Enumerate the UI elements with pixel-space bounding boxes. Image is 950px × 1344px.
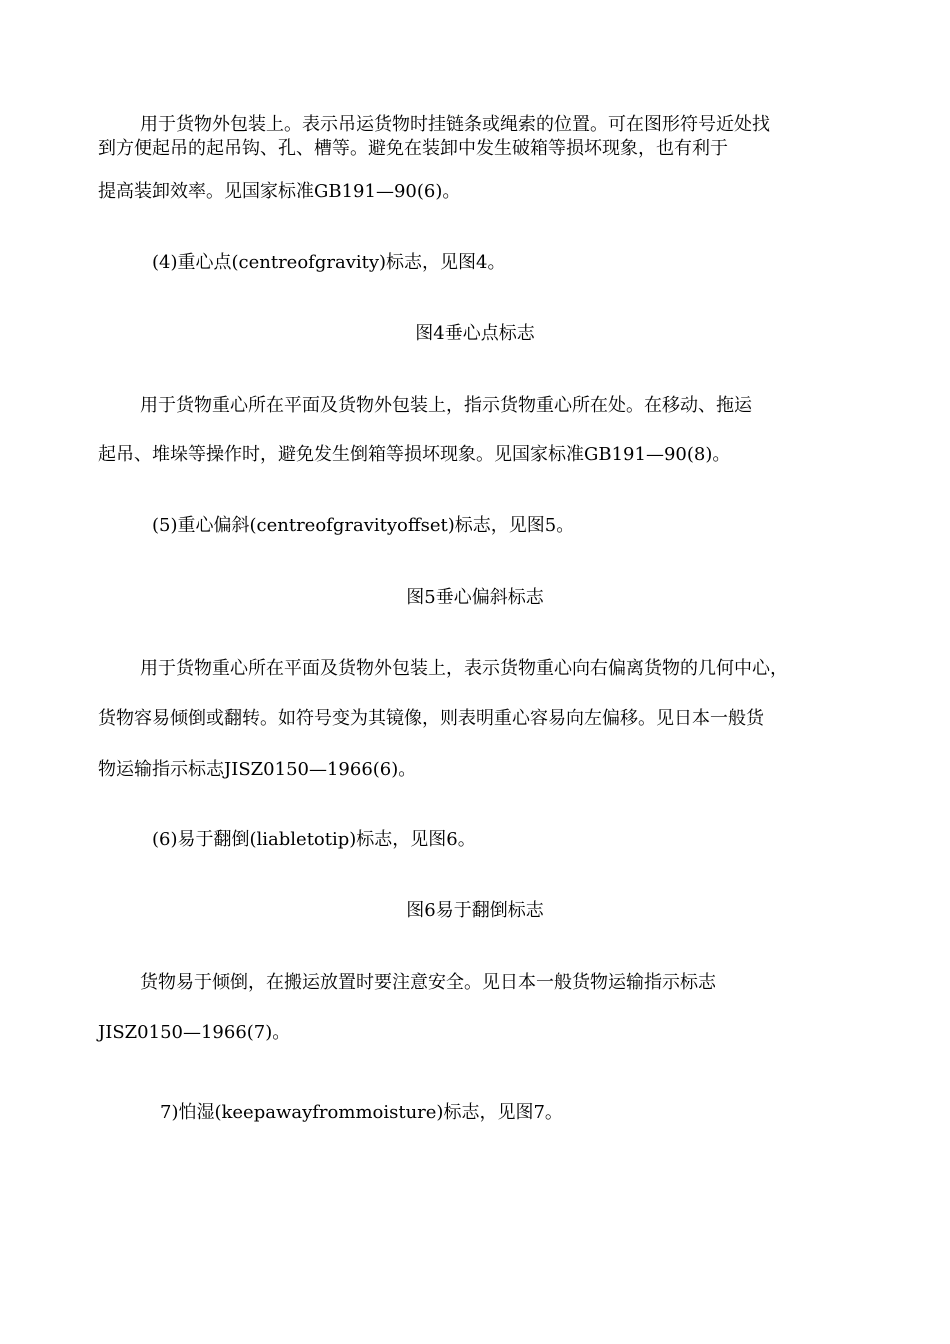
paragraph-line: 到方便起吊的起吊钩、孔、槽等。避免在装卸中发生破箱等损坏现象，也有利于 bbox=[98, 138, 728, 159]
paragraph-line: 用于货物重心所在平面及货物外包装上，指示货物重心所在处。在移动、拖运 bbox=[140, 395, 752, 416]
figure-caption-4: 图4垂心点标志 bbox=[415, 323, 535, 344]
paragraph-line: 起吊、堆垛等操作时，避免发生倒箱等损坏现象。见国家标准GB191—90(8)。 bbox=[98, 444, 731, 465]
figure-caption-6: 图6易于翻倒标志 bbox=[406, 900, 544, 921]
paragraph-line: 货物容易倾倒或翻转。如符号变为其镜像，则表明重心容易向左偏移。见日本一般货 bbox=[98, 708, 764, 729]
paragraph-line: 提高装卸效率。见国家标准GB191—90(6)。 bbox=[98, 181, 461, 202]
section-heading-6: (6)易于翻倒(liabletotip)标志，见图6。 bbox=[152, 829, 476, 850]
paragraph-line: 用于货物重心所在平面及货物外包装上，表示货物重心向右偏离货物的几何中心， bbox=[140, 658, 788, 679]
section-heading-4: (4)重心点(centreofgravity)标志，见图4。 bbox=[152, 252, 506, 273]
paragraph-line: 物运输指示标志JISZ0150—1966(6)。 bbox=[98, 759, 417, 780]
paragraph-line: JISZ0150—1966(7)。 bbox=[98, 1022, 291, 1043]
figure-caption-5: 图5垂心偏斜标志 bbox=[406, 587, 544, 608]
paragraph-line: 货物易于倾倒，在搬运放置时要注意安全。见日本一般货物运输指示标志 bbox=[140, 972, 716, 993]
paragraph-line: 用于货物外包装上。表示吊运货物时挂链条或绳索的位置。可在图形符号近处找 bbox=[140, 114, 770, 135]
section-heading-7: 7)怕湿(keepawayfrommoisture)标志，见图7。 bbox=[160, 1102, 563, 1123]
section-heading-5: (5)重心偏斜(centreofgravityoffset)标志，见图5。 bbox=[152, 515, 575, 536]
